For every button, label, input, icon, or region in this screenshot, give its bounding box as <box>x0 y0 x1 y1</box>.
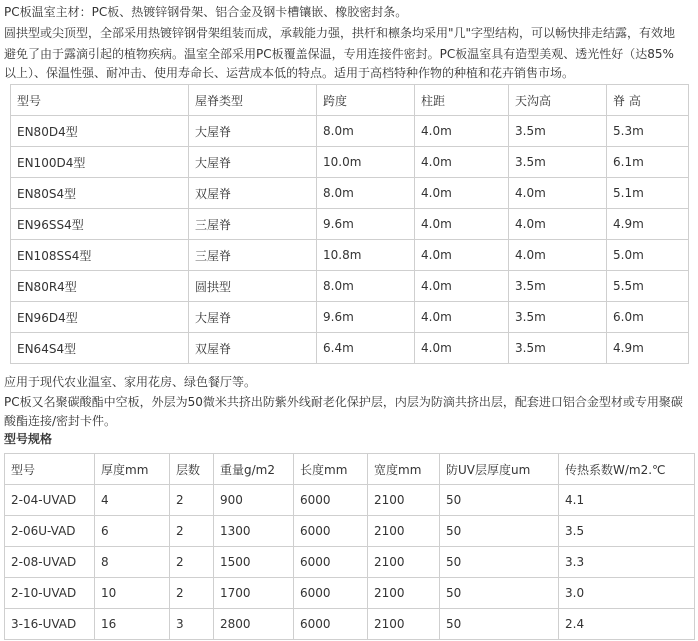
table-cell: 10.0m <box>317 147 415 178</box>
table-cell: 4.9m <box>607 333 689 364</box>
table-cell: 2 <box>170 485 214 516</box>
table-cell: 3-16-UVAD <box>5 609 95 640</box>
table-cell: EN80D4型 <box>11 116 189 147</box>
table-cell: 50 <box>440 578 559 609</box>
table-cell: 4.0m <box>509 240 607 271</box>
table-row <box>11 240 689 271</box>
table-cell: 10.8m <box>317 240 415 271</box>
table-cell: 三屋脊 <box>189 240 317 271</box>
table-header-cell: 型号 <box>5 454 95 485</box>
table-row <box>11 302 689 333</box>
table-row <box>11 178 689 209</box>
table-cell: 圆拱型 <box>189 271 317 302</box>
table-cell: EN96D4型 <box>11 302 189 333</box>
table-row <box>11 333 689 364</box>
table-cell: EN80S4型 <box>11 178 189 209</box>
table-row <box>5 609 695 640</box>
table-cell: 2-10-UVAD <box>5 578 95 609</box>
table-cell: 4.0m <box>415 271 509 302</box>
table-cell: 2 <box>170 578 214 609</box>
table-cell: 4.0m <box>415 209 509 240</box>
table-row <box>5 485 695 516</box>
middle-line-1: 应用于现代农业温室、家用花房、绿色餐厅等。 <box>4 375 257 389</box>
table-header-cell: 传热系数W/m2.℃ <box>559 454 695 485</box>
table-cell: 3.5m <box>509 271 607 302</box>
table-row <box>11 271 689 302</box>
table-row <box>11 209 689 240</box>
table-cell: 大屋脊 <box>189 302 317 333</box>
table-row <box>5 578 695 609</box>
table-cell: 6 <box>95 516 170 547</box>
table-cell: EN100D4型 <box>11 147 189 178</box>
intro-line-3: 避免了由于露滴引起的植物疾病。温室全部采用PC板覆盖保温，专用连接件密封。PC板温室具有造型美观、透光性好（达85% <box>4 47 674 61</box>
table-header-cell: 长度mm <box>294 454 368 485</box>
table-cell: 三屋脊 <box>189 209 317 240</box>
table-cell: 1700 <box>214 578 294 609</box>
table-cell: 2-04-UVAD <box>5 485 95 516</box>
table-cell: 4.0m <box>415 302 509 333</box>
table-cell: 8.0m <box>317 116 415 147</box>
spec-section-title: 型号规格 <box>4 432 53 446</box>
table-cell: 4.9m <box>607 209 689 240</box>
table-row <box>5 547 695 578</box>
table-header-row <box>11 85 689 116</box>
table-cell: 大屋脊 <box>189 116 317 147</box>
table-header-cell: 脊 高 <box>607 85 689 116</box>
greenhouse-model-table <box>10 84 689 364</box>
table-cell: 5.1m <box>607 178 689 209</box>
table-cell: 4 <box>95 485 170 516</box>
table-header-cell: 柱距 <box>415 85 509 116</box>
table-cell: 4.0m <box>415 116 509 147</box>
table-row <box>5 516 695 547</box>
table-cell: 2-08-UVAD <box>5 547 95 578</box>
table-cell: 4.0m <box>509 178 607 209</box>
table-cell: 3.3 <box>559 547 695 578</box>
table-cell: 50 <box>440 516 559 547</box>
table-cell: 3.5m <box>509 147 607 178</box>
table-cell: 6.4m <box>317 333 415 364</box>
table-cell: 9.6m <box>317 209 415 240</box>
table-cell: 5.3m <box>607 116 689 147</box>
table-cell: 8 <box>95 547 170 578</box>
table-cell: 2800 <box>214 609 294 640</box>
table-cell: 双屋脊 <box>189 333 317 364</box>
table-cell: 3.5m <box>509 333 607 364</box>
table-header-cell: 跨度 <box>317 85 415 116</box>
table-cell: 4.0m <box>415 333 509 364</box>
intro-line-1: PC板温室主材：PC板、热镀锌钢骨架、铝合金及钢卡槽镶嵌、橡胶密封条。 <box>4 5 408 19</box>
table-header-cell: 宽度mm <box>368 454 440 485</box>
table-cell: 6000 <box>294 547 368 578</box>
table-cell: 50 <box>440 609 559 640</box>
table-cell: 8.0m <box>317 271 415 302</box>
table-cell: 3.5 <box>559 516 695 547</box>
table-cell: 2100 <box>368 578 440 609</box>
table-cell: 4.0m <box>415 240 509 271</box>
table-cell: EN80R4型 <box>11 271 189 302</box>
table-cell: 3.0 <box>559 578 695 609</box>
table-header-row <box>5 454 695 485</box>
table-cell: 1300 <box>214 516 294 547</box>
table-cell: 9.6m <box>317 302 415 333</box>
table-cell: 4.0m <box>415 178 509 209</box>
table-header-cell: 层数 <box>170 454 214 485</box>
table-cell: 6.0m <box>607 302 689 333</box>
table-cell: 900 <box>214 485 294 516</box>
pc-sheet-spec-table <box>4 453 695 640</box>
table-cell: 3.5m <box>509 302 607 333</box>
table-cell: 1500 <box>214 547 294 578</box>
table-cell: 2.4 <box>559 609 695 640</box>
table-header-cell: 防UV层厚度um <box>440 454 559 485</box>
table-cell: 16 <box>95 609 170 640</box>
table-header-cell: 天沟高 <box>509 85 607 116</box>
table-cell: EN96SS4型 <box>11 209 189 240</box>
table-cell: 4.0m <box>509 209 607 240</box>
table-cell: 50 <box>440 547 559 578</box>
intro-line-4: 以上）、保温性强、耐冲击、使用寿命长、运营成本低的特点。适用于高档特种作物的种植和花卉销售市场。 <box>4 66 575 80</box>
table-row <box>11 147 689 178</box>
table-cell: 6000 <box>294 609 368 640</box>
table-cell: 3 <box>170 609 214 640</box>
table-cell: 6.1m <box>607 147 689 178</box>
table-cell: 2 <box>170 516 214 547</box>
table-cell: 3.5m <box>509 116 607 147</box>
intro-line-2: 圆拱型或尖顶型，全部采用热镀锌钢骨架组装而成，承载能力强，拱杆和檩条均采用"几"字型结构，可以畅快排走结露，有效地 <box>4 26 676 40</box>
table-cell: EN64S4型 <box>11 333 189 364</box>
table-cell: 10 <box>95 578 170 609</box>
table-cell: 6000 <box>294 485 368 516</box>
table-header-cell: 屋脊类型 <box>189 85 317 116</box>
table-cell: 6000 <box>294 516 368 547</box>
table-cell: 2100 <box>368 516 440 547</box>
table-header-cell: 型号 <box>11 85 189 116</box>
table-cell: EN108SS4型 <box>11 240 189 271</box>
table-cell: 4.1 <box>559 485 695 516</box>
table-cell: 6000 <box>294 578 368 609</box>
middle-line-3: 酸酯连接/密封卡件。 <box>4 414 117 428</box>
table-header-cell: 厚度mm <box>95 454 170 485</box>
table-cell: 8.0m <box>317 178 415 209</box>
table-cell: 双屋脊 <box>189 178 317 209</box>
table-cell: 2-06U-VAD <box>5 516 95 547</box>
table-cell: 大屋脊 <box>189 147 317 178</box>
table-cell: 50 <box>440 485 559 516</box>
table-cell: 2100 <box>368 609 440 640</box>
table-row <box>11 116 689 147</box>
table-cell: 2100 <box>368 547 440 578</box>
table-header-cell: 重量g/m2 <box>214 454 294 485</box>
table-cell: 5.0m <box>607 240 689 271</box>
table-cell: 2 <box>170 547 214 578</box>
table-cell: 2100 <box>368 485 440 516</box>
table-cell: 4.0m <box>415 147 509 178</box>
middle-line-2: PC板又名聚碳酸酯中空板，外层为50微米共挤出防紫外线耐老化保护层，内层为防滴共挤出层，配套进口铝合金型材或专用聚碳 <box>4 395 683 409</box>
table-cell: 5.5m <box>607 271 689 302</box>
